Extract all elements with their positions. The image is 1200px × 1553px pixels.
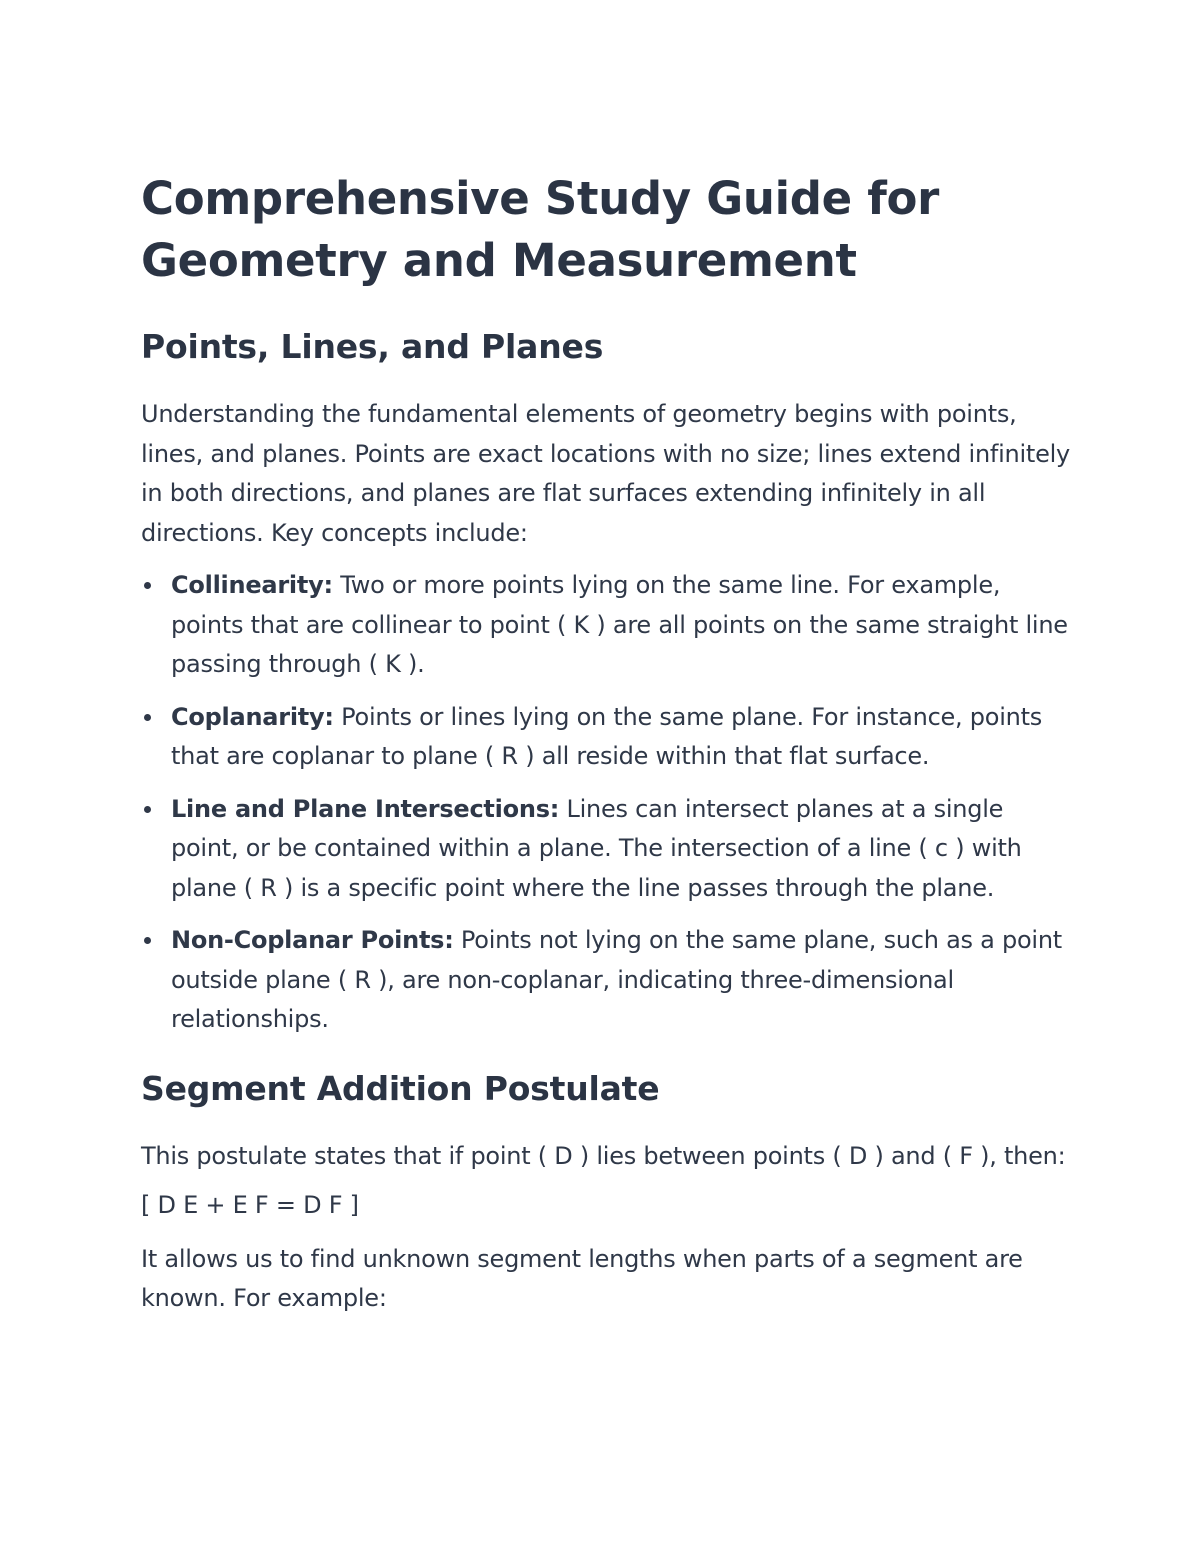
term-label: Non-Coplanar Points: [171, 926, 454, 954]
bullet-icon [144, 937, 151, 944]
term-description: Points not lying on the same plane, such as a point outside plane ( R ), are non-coplanar, indicating three-dimensional relationships. [171, 926, 1062, 1033]
list-item-line-plane-intersections [141, 790, 1071, 909]
section-intro-paragraph: Understanding the fundamental elements of geometry begins with points, lines, and planes. Points are exact locations with no size; lines extend infinitely in both directions, and planes are flat surfaces extending infinitely in all directions. Key concepts include: [141, 400, 1070, 547]
bullet-icon [144, 714, 151, 721]
section-heading-segment-addition: Segment Addition Postulate [141, 1068, 660, 1108]
postulate-usage-paragraph: It allows us to find unknown segment lengths when parts of a segment are known. For example: [141, 1244, 1023, 1312]
postulate-statement-paragraph: This postulate states that if point ( D ) lies between points ( D ) and ( F ), then: [141, 1141, 1066, 1170]
term-description: Two or more points lying on the same line. For example, points that are collinear to point ( K ) are all points on the same straight line passing through ( K ). [171, 571, 1068, 678]
key-concepts-list [141, 566, 1071, 1040]
term-label: Line and Plane Intersections: [171, 794, 560, 823]
list-item-coplanarity [141, 698, 1071, 777]
list-item-non-coplanar-points [141, 921, 1071, 1040]
document-page [141, 168, 1071, 1319]
section-heading-points-lines-planes: Points, Lines, and Planes [141, 327, 604, 366]
term-label: Collinearity: [171, 571, 333, 599]
term-label: Coplanarity: [171, 702, 334, 731]
document-title: Comprehensive Study Guide for Geometry and Measurement [141, 172, 940, 287]
postulate-formula: [ D E + E F = D F ] [141, 1191, 359, 1219]
bullet-icon [144, 582, 151, 589]
list-item-collinearity [141, 566, 1071, 685]
term-description: Points or lines lying on the same plane. For instance, points that are coplanar to plane ( R ) all reside within that flat surface. [171, 702, 1042, 770]
term-description: Lines can intersect planes at a single point, or be contained within a plane. The intersection of a line ( c ) with plane ( R ) is a specific point where the line passes through the plane. [171, 794, 1022, 902]
bullet-icon [144, 806, 151, 813]
